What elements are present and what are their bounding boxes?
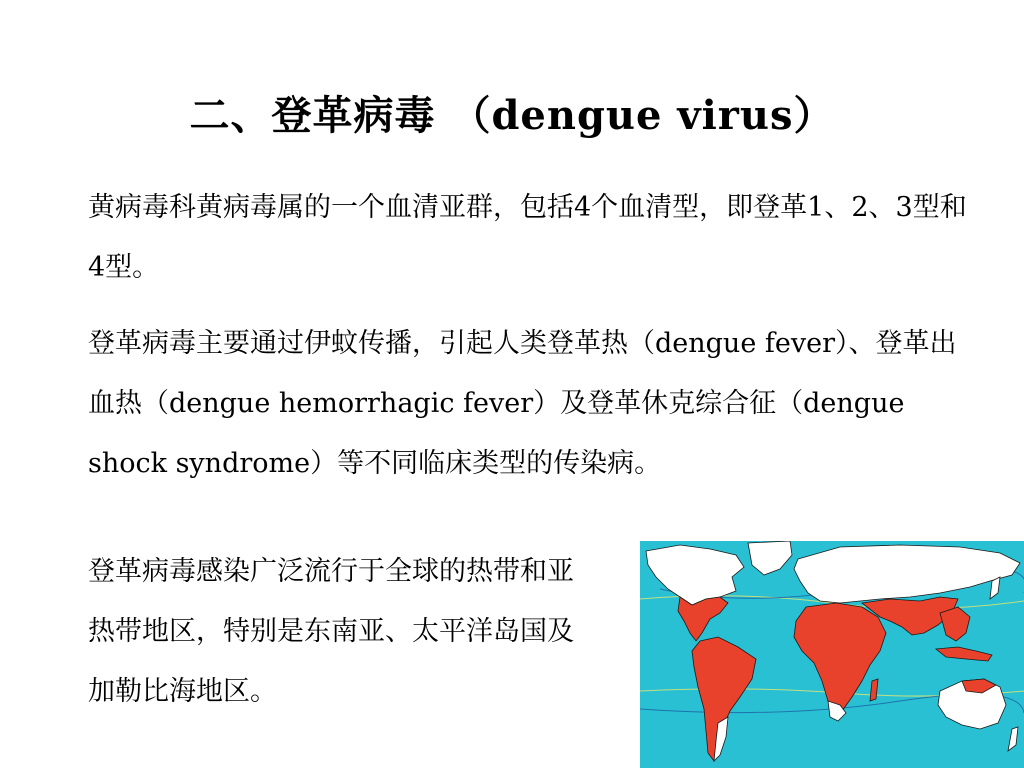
southeast-asia-risk-shape [940, 607, 970, 641]
central-america-risk-shape [678, 597, 728, 641]
paragraph-distribution: 登革病毒感染广泛流行于全球的热带和亚热带地区，特别是东南亚、太平洋岛国及加勒比海地区。 [88, 556, 574, 707]
new-zealand-shape [1008, 727, 1018, 751]
paragraph-transmission: 登革病毒主要通过伊蚊传播，引起人类登革热（dengue fever）、登革出血热（dengue hemorrhagic fever）及登革休克综合征（dengue shock syndrome）等不同临床类型的传染病。 [88, 328, 957, 479]
world-map-graphic [640, 541, 1024, 768]
paragraph-serotypes: 黄病毒科黄病毒属的一个血清亚群，包括4个血清型，即登革1、2、3型和4型。 [88, 192, 967, 283]
slide-title: 二、登革病毒 （dengue virus） [189, 92, 835, 139]
greenland-shape [748, 541, 792, 575]
eurasia-north-shape [794, 545, 1020, 603]
madagascar-shape [870, 679, 878, 701]
world-dengue-map [640, 541, 1024, 768]
indonesia-shape [936, 647, 992, 661]
